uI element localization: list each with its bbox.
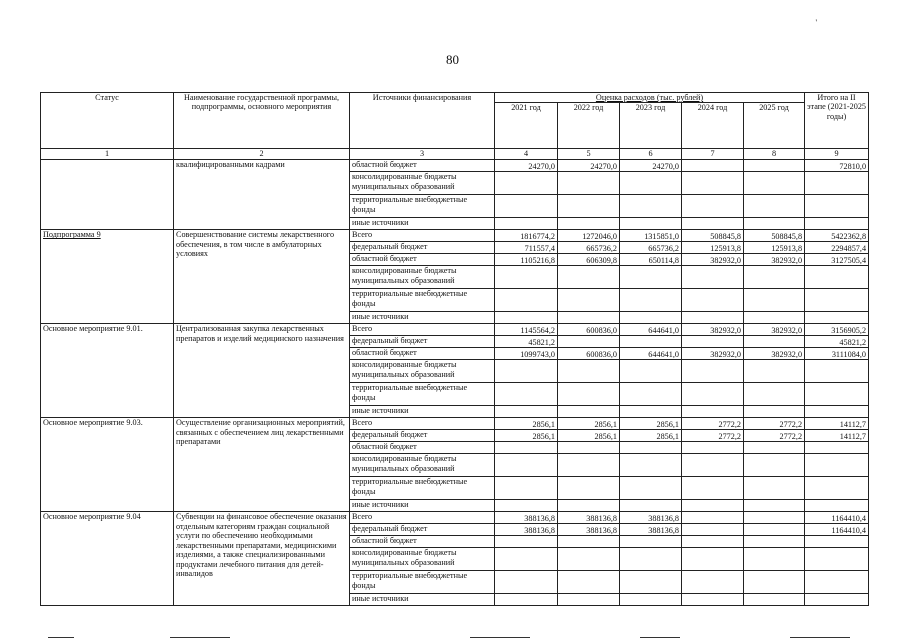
row-value bbox=[620, 594, 682, 606]
row-value bbox=[558, 195, 620, 218]
row-value bbox=[682, 548, 744, 571]
row-total bbox=[805, 218, 869, 230]
row-total: 14112,7 bbox=[805, 430, 869, 442]
row-value bbox=[744, 172, 805, 195]
row-value bbox=[744, 524, 805, 536]
row-source: областной бюджет bbox=[350, 348, 495, 360]
row-total: 45821,2 bbox=[805, 336, 869, 348]
row-total bbox=[805, 594, 869, 606]
row-value bbox=[682, 312, 744, 324]
row-source: территориальные внебюджетные фонды bbox=[350, 289, 495, 312]
row-value bbox=[558, 571, 620, 594]
row-total: 5422362,8 bbox=[805, 230, 869, 242]
row-value bbox=[495, 360, 558, 383]
row-value: 2772,2 bbox=[682, 430, 744, 442]
scan-edge-mark bbox=[170, 637, 230, 638]
row-value: 382932,0 bbox=[744, 348, 805, 360]
row-value: 388136,8 bbox=[495, 524, 558, 536]
row-status: Подпрограмма 9 bbox=[41, 230, 174, 324]
row-value bbox=[682, 594, 744, 606]
row-value bbox=[682, 406, 744, 418]
row-value: 508845,8 bbox=[744, 230, 805, 242]
row-value bbox=[682, 571, 744, 594]
row-value: 2772,2 bbox=[682, 418, 744, 430]
row-value: 388136,8 bbox=[620, 512, 682, 524]
row-source: федеральный бюджет bbox=[350, 242, 495, 254]
row-value: 24270,0 bbox=[620, 160, 682, 172]
row-value bbox=[744, 477, 805, 500]
row-source: Всего bbox=[350, 512, 495, 524]
row-value bbox=[682, 524, 744, 536]
row-value bbox=[744, 195, 805, 218]
row-source: консолидированные бюджеты муниципальных образований bbox=[350, 266, 495, 289]
row-value: 1145564,2 bbox=[495, 324, 558, 336]
row-total bbox=[805, 360, 869, 383]
row-value bbox=[558, 594, 620, 606]
row-value: 711557,4 bbox=[495, 242, 558, 254]
row-value: 388136,8 bbox=[558, 524, 620, 536]
row-value bbox=[682, 536, 744, 548]
row-status: Основное мероприятие 9.01. bbox=[41, 324, 174, 418]
column-index: 2 bbox=[174, 149, 350, 160]
row-value bbox=[558, 500, 620, 512]
row-value bbox=[495, 312, 558, 324]
row-value bbox=[495, 454, 558, 477]
row-value bbox=[682, 160, 744, 172]
row-status bbox=[41, 160, 174, 230]
financing-table bbox=[40, 92, 869, 606]
row-source: иные источники bbox=[350, 594, 495, 606]
scan-edge-mark bbox=[790, 637, 850, 638]
row-value bbox=[744, 500, 805, 512]
row-value: 125913,8 bbox=[682, 242, 744, 254]
row-value bbox=[558, 289, 620, 312]
row-value bbox=[682, 289, 744, 312]
row-value: 644641,0 bbox=[620, 324, 682, 336]
row-value bbox=[620, 406, 682, 418]
row-value bbox=[558, 218, 620, 230]
header-year: 2025 год bbox=[744, 103, 805, 149]
scan-edge-mark bbox=[470, 637, 530, 638]
header-sources: Источники финансирования bbox=[350, 93, 495, 149]
row-value bbox=[620, 454, 682, 477]
row-total bbox=[805, 172, 869, 195]
row-name: Субвенции на финансовое обеспечение оказания отдельным категориям граждан социальной услуги по обеспечению необходимыми лекарственными препаратами, медицинскими изделиями, а также специализированными продуктами лечебного питания для детей-инвалидов bbox=[174, 512, 350, 606]
row-source: федеральный бюджет bbox=[350, 430, 495, 442]
row-total bbox=[805, 406, 869, 418]
row-value bbox=[682, 195, 744, 218]
column-index: 7 bbox=[682, 149, 744, 160]
row-value bbox=[495, 548, 558, 571]
row-source: областной бюджет bbox=[350, 160, 495, 172]
row-status: Основное мероприятие 9.03. bbox=[41, 418, 174, 512]
row-value bbox=[682, 477, 744, 500]
row-value bbox=[744, 312, 805, 324]
column-index: 4 bbox=[495, 149, 558, 160]
row-value: 2856,1 bbox=[558, 418, 620, 430]
row-value bbox=[620, 442, 682, 454]
row-value bbox=[558, 266, 620, 289]
corner-mark: ' bbox=[815, 18, 817, 27]
row-total: 14112,7 bbox=[805, 418, 869, 430]
row-value: 1105216,8 bbox=[495, 254, 558, 266]
row-value bbox=[620, 195, 682, 218]
row-value bbox=[558, 336, 620, 348]
row-source: территориальные внебюджетные фонды bbox=[350, 383, 495, 406]
row-value bbox=[744, 454, 805, 477]
row-value bbox=[682, 442, 744, 454]
row-value bbox=[558, 477, 620, 500]
column-index: 6 bbox=[620, 149, 682, 160]
row-source: иные источники bbox=[350, 312, 495, 324]
row-value bbox=[620, 336, 682, 348]
table-row bbox=[41, 230, 869, 242]
scan-edge-mark bbox=[48, 637, 74, 638]
row-value bbox=[620, 548, 682, 571]
row-value: 388136,8 bbox=[495, 512, 558, 524]
row-source: Всего bbox=[350, 418, 495, 430]
row-value: 606309,8 bbox=[558, 254, 620, 266]
row-total bbox=[805, 477, 869, 500]
row-value bbox=[495, 442, 558, 454]
row-value bbox=[495, 500, 558, 512]
table-row bbox=[41, 160, 869, 172]
row-value: 2856,1 bbox=[495, 418, 558, 430]
row-value: 600836,0 bbox=[558, 324, 620, 336]
row-total: 3127505,4 bbox=[805, 254, 869, 266]
row-value bbox=[495, 266, 558, 289]
scan-edge-mark bbox=[640, 637, 680, 638]
row-value bbox=[744, 548, 805, 571]
row-source: территориальные внебюджетные фонды bbox=[350, 195, 495, 218]
page-number: 80 bbox=[446, 52, 459, 67]
row-total bbox=[805, 312, 869, 324]
row-value bbox=[682, 266, 744, 289]
row-value bbox=[620, 536, 682, 548]
row-value: 644641,0 bbox=[620, 348, 682, 360]
row-source: Всего bbox=[350, 324, 495, 336]
row-value bbox=[620, 218, 682, 230]
row-value bbox=[744, 336, 805, 348]
row-name: Централизованная закупка лекарственных препаратов и изделий медицинского назначения bbox=[174, 324, 350, 418]
row-value bbox=[744, 594, 805, 606]
row-value bbox=[495, 571, 558, 594]
column-index: 9 bbox=[805, 149, 869, 160]
row-value: 2772,2 bbox=[744, 418, 805, 430]
row-total bbox=[805, 536, 869, 548]
row-value: 2856,1 bbox=[620, 430, 682, 442]
row-value bbox=[744, 360, 805, 383]
row-value bbox=[495, 172, 558, 195]
row-status: Основное мероприятие 9.04 bbox=[41, 512, 174, 606]
row-value bbox=[682, 172, 744, 195]
row-source: иные источники bbox=[350, 500, 495, 512]
row-value bbox=[558, 536, 620, 548]
row-value bbox=[744, 442, 805, 454]
row-value bbox=[495, 406, 558, 418]
row-total: 72810,0 bbox=[805, 160, 869, 172]
row-value bbox=[558, 454, 620, 477]
row-name: Совершенствование системы лекарственного обеспечения, в том числе в амбулаторных условиях bbox=[174, 230, 350, 324]
row-total: 3111084,0 bbox=[805, 348, 869, 360]
row-value: 1816774,2 bbox=[495, 230, 558, 242]
row-source: территориальные внебюджетные фонды bbox=[350, 571, 495, 594]
row-value: 1099743,0 bbox=[495, 348, 558, 360]
row-value: 650114,8 bbox=[620, 254, 682, 266]
row-value: 2856,1 bbox=[558, 430, 620, 442]
row-value: 382932,0 bbox=[682, 254, 744, 266]
row-total: 3156905,2 bbox=[805, 324, 869, 336]
row-value bbox=[682, 454, 744, 477]
row-value bbox=[682, 360, 744, 383]
row-source: областной бюджет bbox=[350, 442, 495, 454]
header-year: 2022 год bbox=[558, 103, 620, 149]
row-value bbox=[558, 312, 620, 324]
row-value bbox=[682, 383, 744, 406]
row-value bbox=[495, 536, 558, 548]
row-source: федеральный бюджет bbox=[350, 336, 495, 348]
row-value bbox=[682, 336, 744, 348]
row-value: 665736,2 bbox=[558, 242, 620, 254]
row-value bbox=[744, 571, 805, 594]
row-value: 24270,0 bbox=[495, 160, 558, 172]
row-value bbox=[682, 218, 744, 230]
row-source: территориальные внебюджетные фонды bbox=[350, 477, 495, 500]
row-value: 2856,1 bbox=[495, 430, 558, 442]
column-index: 5 bbox=[558, 149, 620, 160]
row-value bbox=[620, 289, 682, 312]
row-total: 1164410,4 bbox=[805, 524, 869, 536]
row-value bbox=[682, 500, 744, 512]
row-value bbox=[558, 442, 620, 454]
row-source: Всего bbox=[350, 230, 495, 242]
row-value bbox=[495, 195, 558, 218]
row-name: Осуществление организационных мероприятий, связанных с обеспечением лиц лекарственными препаратами bbox=[174, 418, 350, 512]
column-index: 3 bbox=[350, 149, 495, 160]
row-value bbox=[558, 172, 620, 195]
row-total bbox=[805, 195, 869, 218]
column-index-row bbox=[41, 149, 869, 160]
row-value: 388136,8 bbox=[558, 512, 620, 524]
table-row bbox=[41, 324, 869, 336]
row-value: 508845,8 bbox=[682, 230, 744, 242]
header-name: Наименование государственной программы, подпрограммы, основного мероприятия bbox=[174, 93, 350, 149]
row-total bbox=[805, 442, 869, 454]
row-source: иные источники bbox=[350, 406, 495, 418]
row-value bbox=[495, 383, 558, 406]
row-value bbox=[620, 266, 682, 289]
row-value bbox=[620, 500, 682, 512]
table-body bbox=[41, 160, 869, 606]
row-value: 2856,1 bbox=[620, 418, 682, 430]
header-year: 2023 год bbox=[620, 103, 682, 149]
row-value bbox=[620, 477, 682, 500]
row-value: 388136,8 bbox=[620, 524, 682, 536]
header-total: Итого на II этапе (2021-2025 годы) bbox=[805, 93, 869, 149]
row-total bbox=[805, 548, 869, 571]
row-value bbox=[558, 360, 620, 383]
row-value: 45821,2 bbox=[495, 336, 558, 348]
row-source: консолидированные бюджеты муниципальных образований bbox=[350, 360, 495, 383]
row-value bbox=[744, 512, 805, 524]
row-value bbox=[495, 218, 558, 230]
row-value: 600836,0 bbox=[558, 348, 620, 360]
row-value bbox=[495, 477, 558, 500]
row-value: 24270,0 bbox=[558, 160, 620, 172]
row-value bbox=[744, 406, 805, 418]
row-value bbox=[744, 383, 805, 406]
row-value: 382932,0 bbox=[682, 348, 744, 360]
row-total bbox=[805, 383, 869, 406]
row-value bbox=[620, 312, 682, 324]
row-value: 382932,0 bbox=[744, 324, 805, 336]
row-value bbox=[744, 160, 805, 172]
column-index: 1 bbox=[41, 149, 174, 160]
row-total bbox=[805, 454, 869, 477]
row-value: 1272046,0 bbox=[558, 230, 620, 242]
row-value: 382932,0 bbox=[682, 324, 744, 336]
row-value bbox=[620, 571, 682, 594]
row-source: областной бюджет bbox=[350, 254, 495, 266]
row-value bbox=[558, 548, 620, 571]
header-status: Статус bbox=[41, 93, 174, 149]
row-value: 125913,8 bbox=[744, 242, 805, 254]
row-total: 1164410,4 bbox=[805, 512, 869, 524]
row-source: консолидированные бюджеты муниципальных образований bbox=[350, 548, 495, 571]
row-source: областной бюджет bbox=[350, 536, 495, 548]
row-source: консолидированные бюджеты муниципальных образований bbox=[350, 454, 495, 477]
row-name: квалифицированными кадрами bbox=[174, 160, 350, 230]
row-total bbox=[805, 500, 869, 512]
column-index: 8 bbox=[744, 149, 805, 160]
row-value bbox=[620, 172, 682, 195]
row-value bbox=[495, 594, 558, 606]
table-row bbox=[41, 418, 869, 430]
header-year: 2024 год bbox=[682, 103, 744, 149]
row-value bbox=[682, 512, 744, 524]
header-estimate: Оценка расходов (тыс. рублей) bbox=[495, 93, 805, 103]
row-source: иные источники bbox=[350, 218, 495, 230]
row-source: консолидированные бюджеты муниципальных образований bbox=[350, 172, 495, 195]
row-total bbox=[805, 571, 869, 594]
row-value bbox=[620, 360, 682, 383]
row-value bbox=[558, 406, 620, 418]
row-value bbox=[744, 218, 805, 230]
row-value bbox=[620, 383, 682, 406]
row-value: 1315851,0 bbox=[620, 230, 682, 242]
table-row bbox=[41, 512, 869, 524]
row-value: 2772,2 bbox=[744, 430, 805, 442]
row-value: 665736,2 bbox=[620, 242, 682, 254]
row-total: 2294857,4 bbox=[805, 242, 869, 254]
row-value bbox=[495, 289, 558, 312]
row-source: федеральный бюджет bbox=[350, 524, 495, 536]
row-total bbox=[805, 289, 869, 312]
row-total bbox=[805, 266, 869, 289]
row-value: 382932,0 bbox=[744, 254, 805, 266]
header-year: 2021 год bbox=[495, 103, 558, 149]
row-value bbox=[558, 383, 620, 406]
row-value bbox=[744, 536, 805, 548]
row-value bbox=[744, 266, 805, 289]
row-value bbox=[744, 289, 805, 312]
